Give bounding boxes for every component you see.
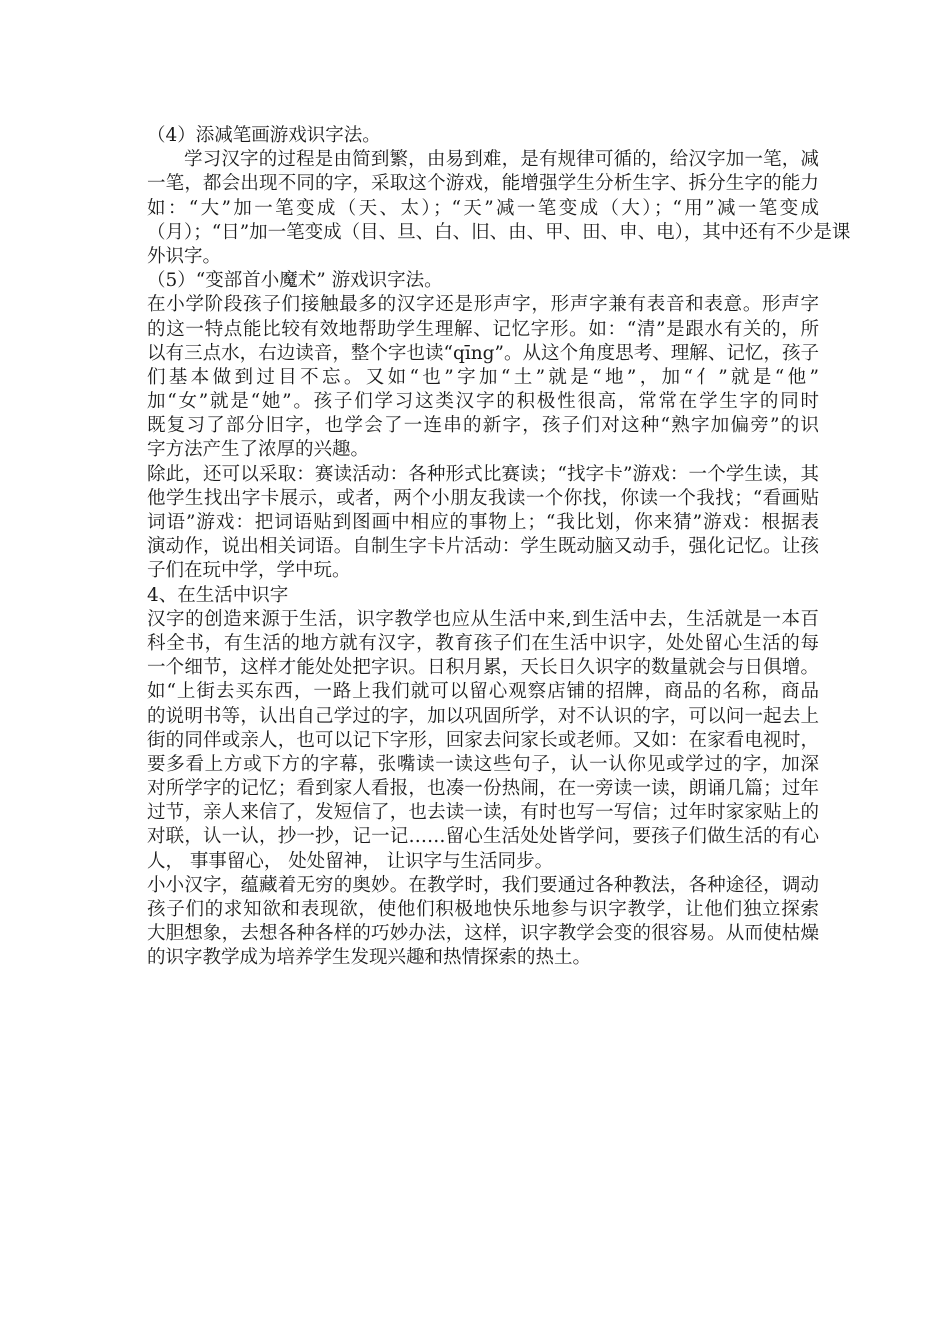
text-line: 汉字的创造来源于生活，识字教学也应从生活中来,到生活中去，生活就是一本百 (147, 608, 819, 630)
text-line: 们基本做到过目不忘。又如“也”字加“土”就是“地”，加“亻”就是“他” (147, 366, 819, 388)
text-line: 对所学字的记忆；看到家人看报，也凑一份热闹，在一旁读一读，朗诵几篇；过年 (147, 778, 819, 800)
text-line: 如“上街去买东西，一路上我们就可以留心观察店铺的招牌，商品的名称，商品 (147, 681, 819, 703)
text-line: 科全书，有生活的地方就有汉字，教育孩子们在生活中识字，处处留心生活的每 (147, 632, 819, 654)
text-line: 以有三点水，右边读音，整个字也读“qīng”。从这个角度思考、理解、记忆，孩子 (147, 342, 819, 364)
text-line: 子们在玩中学，学中玩。 (147, 560, 351, 582)
text-line: 除此，还可以采取：赛读活动：各种形式比赛读；“找字卡”游戏：一个学生读，其 (147, 463, 819, 485)
text-line: 加“女”就是“她”。孩子们学习这类汉字的积极性很高，常常在学生字的同时 (147, 391, 819, 413)
text-line: 的识字教学成为培养学生发现兴趣和热情探索的热土。 (147, 947, 592, 969)
text-line: 学习汉字的过程是由简到繁，由易到难，是有规律可循的，给汉字加一笔，减 (184, 149, 819, 171)
text-line: 小小汉字，蕴藏着无穷的奥妙。在教学时，我们要通过各种教法，各种途径，调动 (147, 874, 819, 896)
text-line: 在小学阶段孩子们接触最多的汉字还是形声字，形声字兼有表音和表意。形声字 (147, 294, 819, 316)
text-line: 过节，亲人来信了，发短信了，也去读一读，有时也写一写信；过年时家家贴上的 (147, 802, 819, 824)
text-line: 词语”游戏：把词语贴到图画中相应的事物上；“我比划，你来猜”游戏：根据表 (147, 512, 819, 533)
text-line: （5）“变部首小魔术” 游戏识字法。 (147, 270, 443, 292)
text-line: 外识字。 (147, 245, 222, 267)
text-line: 演动作，说出相关词语。自制生字卡片活动：学生既动脑又动手，强化记忆。让孩 (147, 536, 819, 558)
text-line: 的这一特点能比较有效地帮助学生理解、记忆字形。如：“清”是跟水有关的，所 (147, 318, 819, 340)
text-line: 要多看上方或下方的字幕，张嘴读一读这些句子，认一认你见或学过的字，加深 (147, 753, 819, 775)
text-line: （4）添减笔画游戏识字法。 (147, 125, 381, 146)
text-line: 街的同伴或亲人，也可以记下字形，回家去问家长或老师。又如：在家看电视时， (147, 729, 819, 751)
text-line: 人， 事事留心， 处处留神， 让识字与生活同步。 (147, 850, 554, 872)
text-line: （月）；“日”加一笔变成（目、旦、白、旧、由、甲、田、申、电），其中还有不少是课 (147, 221, 851, 243)
document-body (147, 124, 851, 971)
text-line: 孩子们的求知欲和表现欲，使他们积极地快乐地参与识字教学，让他们独立探索 (147, 899, 819, 920)
text-line: 一笔，都会出现不同的字，采取这个游戏，能增强学生分析生字、拆分生字的能力 (147, 173, 819, 195)
text-line: 如：“大”加一笔变成（天、太）；“天”减一笔变成（大）；“用”减一笔变成 (147, 197, 819, 219)
text-line: 的说明书等，认出自己学过的字，加以巩固所学，对不认识的字，可以问一起去上 (147, 705, 819, 727)
text-line: 他学生找出字卡展示，或者，两个小朋友我读一个你找，你读一个我找；“看画贴 (147, 487, 819, 509)
text-line: 既复习了部分旧字，也学会了一连串的新字，孩子们对这种“熟字加偏旁”的识 (147, 415, 819, 437)
text-line: 对联，认一认，抄一抄，记一记……留心生活处处皆学问，要孩子们做生活的有心 (147, 826, 819, 848)
text-line: 字方法产生了浓厚的兴趣。 (147, 439, 370, 461)
text-line: 4、在生活中识字 (147, 584, 289, 606)
text-line: 大胆想象，去想各种各样的巧妙办法，这样，识字教学会变的很容易。从而使枯燥 (147, 923, 819, 945)
text-line: 一个细节，这样才能处处把字识。日积月累，天长日久识字的数量就会与日俱增。 (147, 657, 819, 679)
